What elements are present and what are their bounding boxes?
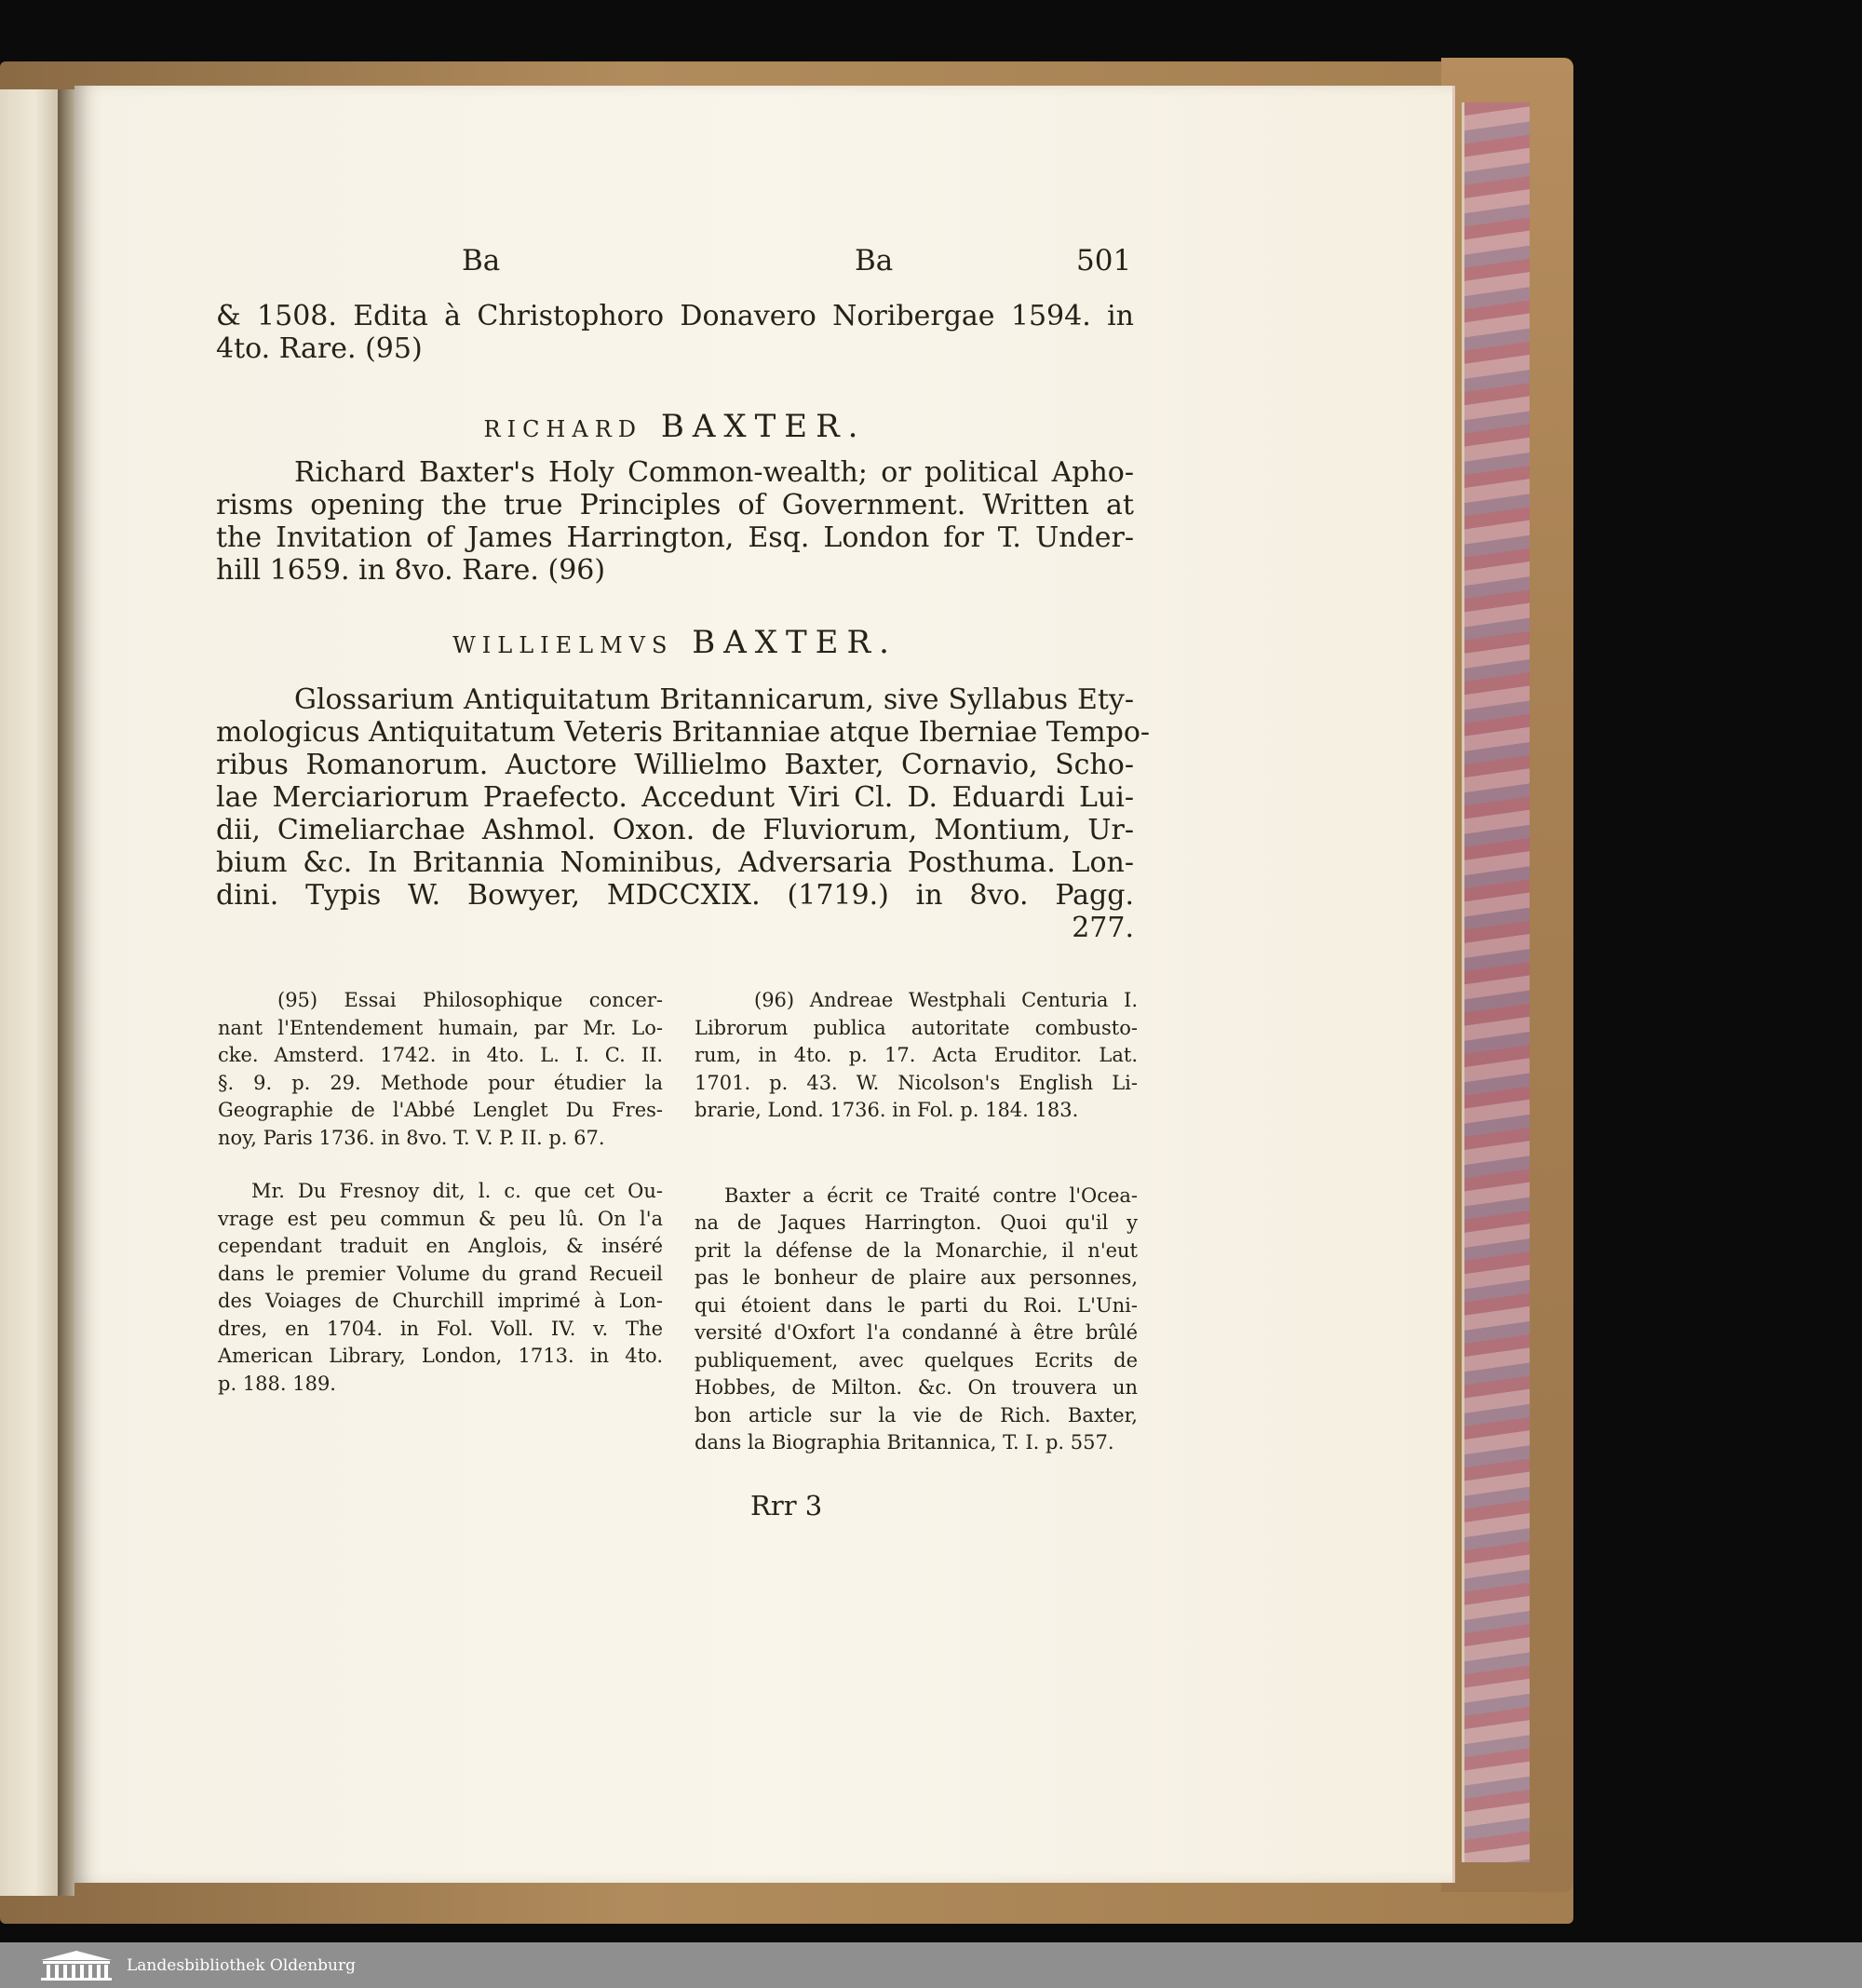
running-header-center: Ba — [855, 244, 894, 277]
signature-mark: Rrr 3 — [750, 1490, 823, 1521]
note-line: cke. Amsterd. 1742. in 4to. L. I. C. II. — [218, 1044, 663, 1066]
note-line: brarie, Lond. 1736. in Fol. p. 184. 183. — [695, 1099, 1079, 1121]
entry-heading-willielmus-baxter — [216, 624, 1134, 661]
opening-line-1: & 1508. Edita à Christophoro Donavero Noribergae 1594. in — [216, 300, 1134, 332]
note-line: Geographie de l'Abbé Lenglet Du Fres- — [218, 1099, 663, 1121]
entry-line: lae Merciariorum Praefecto. Accedunt Viri Cl. D. Eduardi Lui- — [216, 781, 1134, 814]
note-line: cependant traduit en Anglois, & inséré — [218, 1235, 663, 1257]
note-line: (96) Andreae Westphali Centuria I. — [754, 989, 1138, 1011]
footnotes-left-column — [218, 987, 663, 1398]
entry-line: risms opening the true Principles of Government. Written at — [216, 489, 1134, 521]
running-header-left: Ba — [462, 244, 501, 277]
note-line: vrage est peu commun & peu lû. On l'a — [218, 1207, 663, 1230]
entry-line: Richard Baxter's Holy Common-wealth; or political Apho- — [294, 456, 1134, 489]
note-line: dans le premier Volume du grand Recueil — [218, 1262, 663, 1285]
note-line: noy, Paris 1736. in 8vo. T. V. P. II. p. 67. — [218, 1126, 605, 1149]
note-line: rum, in 4to. p. 17. Acta Eruditor. Lat. — [695, 1044, 1138, 1066]
note-line: Hobbes, de Milton. &c. On trouvera un — [695, 1376, 1138, 1399]
footnotes-right-column — [695, 987, 1138, 1457]
entry-line: ribus Romanorum. Auctore Willielmo Baxter, Cornavio, Scho- — [216, 749, 1134, 781]
entry-line: hill 1659. in 8vo. Rare. (96) — [216, 554, 606, 587]
heading-surname: BAXTER. — [660, 408, 867, 445]
entry-line-tail: 277. — [1072, 912, 1134, 944]
marbled-endpaper — [1462, 102, 1530, 1862]
note-line: nant l'Entendement humain, par Mr. Lo- — [218, 1016, 663, 1039]
heading-forename: WILLIELMVS — [452, 632, 674, 658]
entry-line: mologicus Antiquitatum Veteris Britanniae atque Iberniae Tempo- — [216, 716, 1151, 749]
opening-line-2: 4to. Rare. (95) — [216, 332, 423, 365]
note-line: versité d'Oxfort l'a condanné à être brûlé — [695, 1321, 1138, 1344]
note-line: (95) Essai Philosophique concer- — [277, 989, 663, 1011]
note-line: na de Jaques Harrington. Quoi qu'il y — [695, 1211, 1138, 1234]
heading-surname: BAXTER. — [692, 624, 897, 661]
heading-forename: RICHARD — [483, 416, 643, 442]
note-line: qui étoient dans le parti du Roi. L'Uni- — [695, 1293, 1138, 1317]
entry-line: bium &c. In Britannia Nominibus, Adversaria Posthuma. Lon- — [216, 846, 1134, 879]
note-line: Librorum publica autoritate combusto- — [695, 1016, 1138, 1039]
note-line: publiquement, avec quelques Ecrits de — [695, 1348, 1138, 1372]
note-line: des Voiages de Churchill imprimé à Lon- — [218, 1290, 663, 1312]
note-line: dans la Biographia Britannica, T. I. p. 557. — [695, 1431, 1114, 1454]
entry-body-richard-baxter — [216, 456, 1134, 587]
note-line: p. 188. 189. — [218, 1372, 336, 1395]
footer-bar — [0, 1942, 1862, 1988]
book-gutter — [58, 89, 74, 1896]
note-line: dres, en 1704. in Fol. Voll. IV. v. The — [218, 1317, 663, 1340]
entry-line: dii, Cimeliarchae Ashmol. Oxon. de Fluviorum, Montium, Ur- — [216, 814, 1134, 846]
entry-heading-richard-baxter — [216, 408, 1134, 445]
entry-line: dini. Typis W. Bowyer, MDCCXIX. (1719.) in 8vo. Pagg. — [216, 879, 1134, 912]
note-line: Baxter a écrit ce Traité contre l'Ocea- — [724, 1183, 1138, 1207]
left-page-edge — [0, 89, 58, 1896]
note-line: pas le bonheur de plaire aux personnes, — [695, 1266, 1138, 1289]
entry-line: Glossarium Antiquitatum Britannicarum, sive Syllabus Ety- — [294, 683, 1134, 716]
note-line: §. 9. p. 29. Methode pour étudier la — [218, 1071, 663, 1094]
entry-line: the Invitation of James Harrington, Esq. London for T. Under- — [216, 521, 1134, 554]
note-line: Mr. Du Fresnoy dit, l. c. que cet Ou- — [251, 1180, 663, 1202]
note-line: American Library, London, 1713. in 4to. — [218, 1345, 663, 1367]
note-line: prit la défense de la Monarchie, il n'eut — [695, 1238, 1138, 1262]
library-building-icon — [39, 1949, 114, 1982]
entry-body-willielmus-baxter — [216, 683, 1151, 944]
note-line: 1701. p. 43. W. Nicolson's English Li- — [695, 1071, 1138, 1094]
opening-text — [216, 300, 1134, 365]
page-number: 501 — [1076, 244, 1132, 277]
note-line: bon article sur la vie de Rich. Baxter, — [695, 1403, 1138, 1427]
footer-label: Landesbibliothek Oldenburg — [127, 1955, 357, 1975]
